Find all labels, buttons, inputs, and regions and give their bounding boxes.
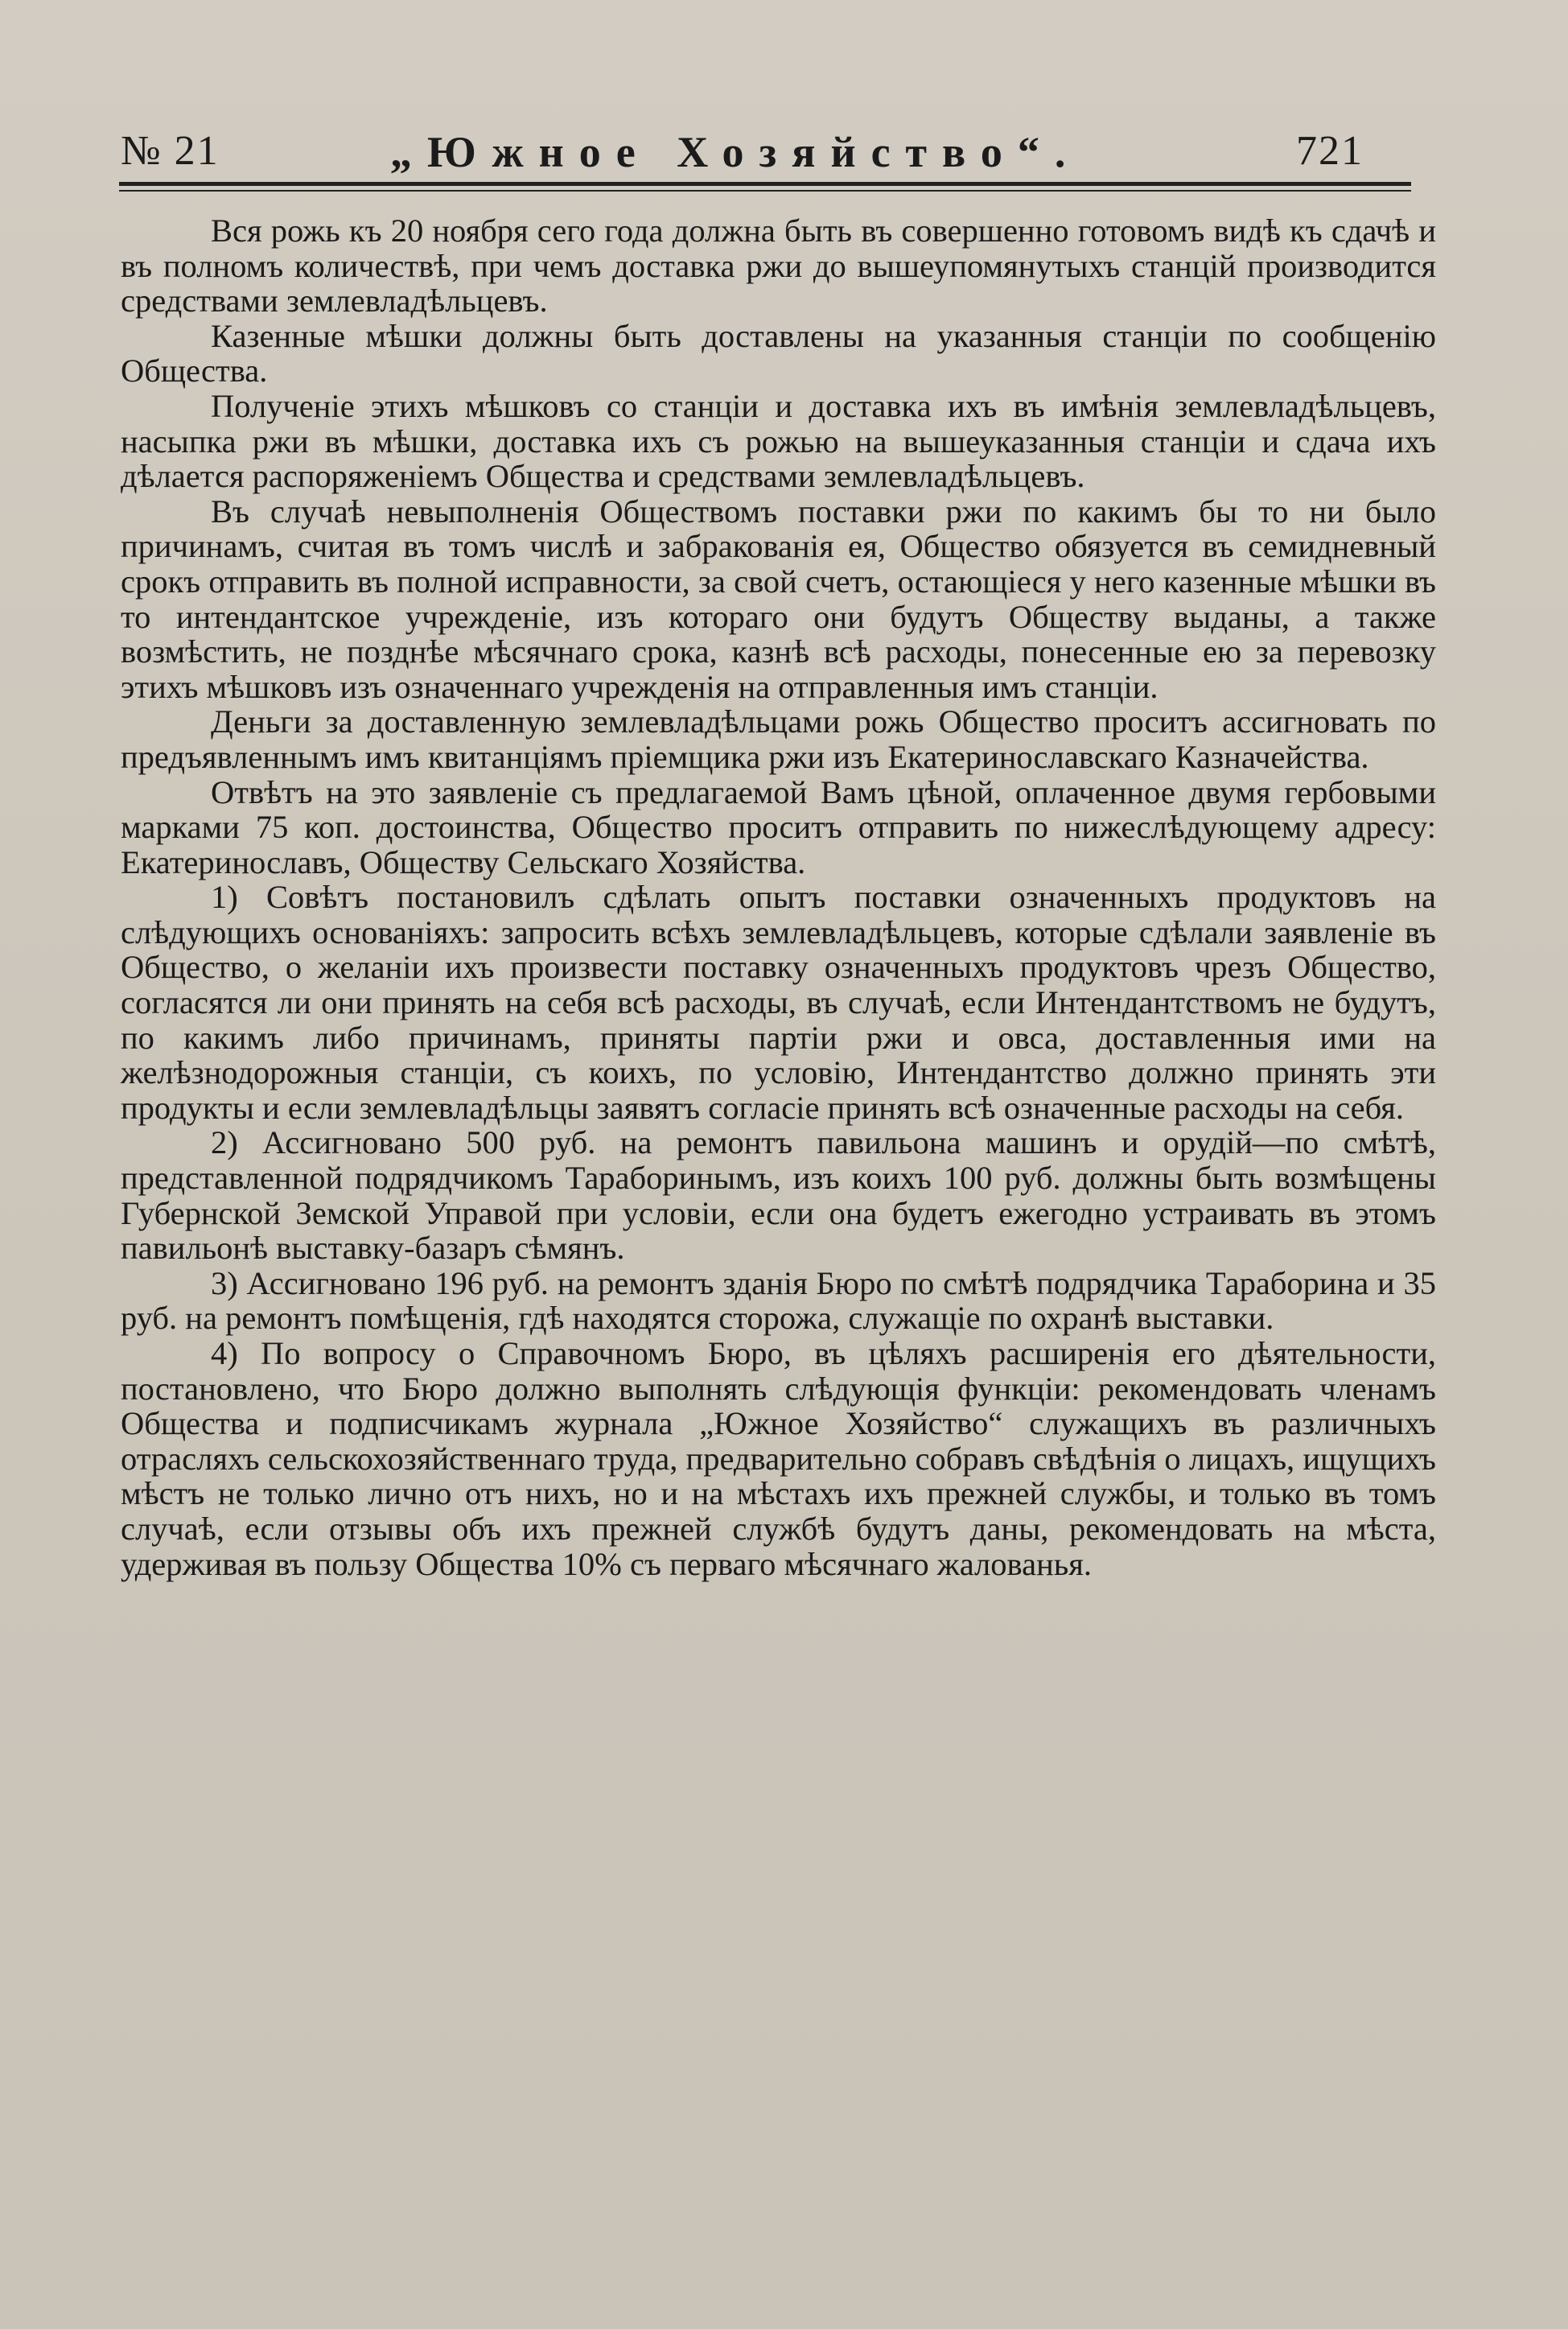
paragraph: Въ случаѣ невыполненія Обществомъ поставки ржи по какимъ бы то ни было причинамъ, считая въ томъ числѣ и забракованія ея, Общество обязуется въ семидневный срокъ отправить въ полной исправности, за свой счетъ, остающіеся у него казенные мѣшки въ то интендантское учрежденіе, изъ котораго они будутъ Обществу выданы, а также возмѣстить, не позднѣе мѣсячнаго срока, казнѣ всѣ расходы, понесенные ею за перевозку этихъ мѣшковъ изъ означеннаго учрежденія на отправленныя имъ станціи. <box>121 493 1436 705</box>
paragraph: Деньги за доставленную землевладѣльцами рожь Общество проситъ ассигновать по предъявленнымъ имъ квитанціямъ пріемщика ржи изъ Екатеринославскаго Казначейства. <box>121 703 1436 775</box>
article-body <box>121 213 1436 1581</box>
paragraph: 4) По вопросу о Справочномъ Бюро, въ цѣляхъ расширенія его дѣятельности, постановлено, что Бюро должно выполнять слѣдующія функціи: рекомендовать членамъ Общества и подписчикамъ журнала „Южное Хозяйство“ служащихъ въ различныхъ отрасляхъ сельскохозяйственнаго труда, предварительно собравъ свѣдѣнія о лицахъ, ищущихъ мѣстъ не только лично отъ нихъ, но и на мѣстахъ ихъ прежней службы, и только въ томъ случаѣ, если отзывы объ ихъ прежней службѣ будутъ даны, рекомендовать на мѣста, удерживая въ пользу Общества 10% съ перваго мѣсячнаго жалованья. <box>121 1335 1436 1582</box>
paragraph: 1) Совѣтъ постановилъ сдѣлать опытъ поставки означенныхъ продуктовъ на слѣдующихъ основаніяхъ: запросить всѣхъ землевладѣльцевъ, которые сдѣлали заявленіе въ Общество, о желаніи ихъ произвести поставку означенныхъ продуктовъ чрезъ Общество, согласятся ли они принять на себя всѣ расходы, въ случаѣ, если Интендантствомъ не будутъ, по какимъ либо причинамъ, приняты партіи ржи и овса, доставленныя ими на желѣзнодорожныя станціи, съ коихъ, по условію, Интендантство должно принять эти продукты и если землевладѣльцы заявятъ согласіе принять всѣ означенные расходы на себя. <box>121 879 1436 1126</box>
page-header <box>121 127 1408 175</box>
issue-number: № 21 <box>121 128 220 174</box>
journal-title: „Южное Хозяйство“. <box>390 128 1081 176</box>
paragraph: Полученіе этихъ мѣшковъ со станціи и доставка ихъ въ имѣнія землевладѣльцевъ, насыпка ржи въ мѣшки, доставка ихъ съ рожью на вышеуказанныя станціи и сдача ихъ дѣлается распоряженіемъ Общества и средствами землевладѣльцевъ. <box>121 387 1436 495</box>
paragraph: 2) Ассигновано 500 руб. на ремонтъ павильона машинъ и орудій—по смѣтѣ, представленной подрядчикомъ Тараборинымъ, изъ коихъ 100 руб. должны быть возмѣщены Губернской Земской Управой при условіи, если она будетъ ежегодно устраивать въ этомъ павильонѣ выставку-базаръ сѣмянъ. <box>121 1124 1436 1267</box>
header-rule-thin <box>119 190 1411 192</box>
paragraph: 3) Ассигновано 196 руб. на ремонтъ зданія Бюро по смѣтѣ подрядчика Тараборина и 35 руб. на ремонтъ помѣщенія, гдѣ находятся сторожа, служащіе по охранѣ выставки. <box>121 1264 1436 1337</box>
header-rule-thick <box>119 182 1411 186</box>
paragraph: Вся рожь къ 20 ноября сего года должна быть въ совершенно готовомъ видѣ къ сдачѣ и въ полномъ количествѣ, при чемъ доставка ржи до вышеупомянутыхъ станцій производится средствами землевладѣльцевъ. <box>121 212 1436 319</box>
paragraph: Отвѣтъ на это заявленіе съ предлагаемой Вамъ цѣной, оплаченное двумя гербовыми марками 75 коп. достоинства, Общество проситъ отправить по нижеслѣдующему адресу: Екатеринославъ, Обществу Сельскаго Хозяйства. <box>121 773 1436 880</box>
paragraph: Казенные мѣшки должны быть доставлены на указанныя станціи по сообщенію Общества. <box>121 317 1436 390</box>
page-number: 721 <box>1296 128 1364 174</box>
